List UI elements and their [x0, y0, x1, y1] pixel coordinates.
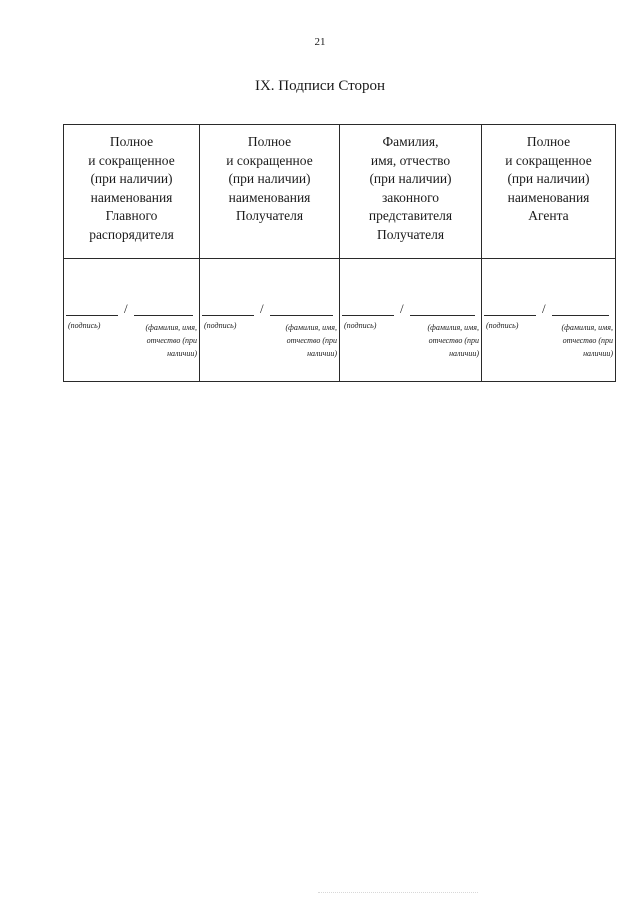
signature-line-group	[66, 303, 197, 317]
name-caption-line: (фамилия, имя,	[285, 323, 337, 332]
faint-footer-mark	[318, 892, 478, 897]
name-caption	[128, 321, 197, 360]
slash-separator: /	[542, 301, 546, 316]
signature-blank	[342, 315, 394, 316]
signature-blank	[484, 315, 536, 316]
header-line: (при наличии)	[90, 171, 173, 186]
name-caption	[546, 321, 613, 360]
signature-line-group	[342, 303, 479, 317]
name-blank	[410, 315, 475, 316]
name-caption-line: наличии)	[449, 349, 479, 358]
name-caption-line: (фамилия, имя,	[427, 323, 479, 332]
page-number: 21	[314, 36, 326, 48]
header-line: представителя	[368, 208, 453, 223]
header-line: наименования	[90, 189, 173, 205]
header-line: Получателя	[376, 226, 445, 242]
header-line: Получателя	[235, 208, 304, 223]
signature-caption: (подпись)	[344, 321, 377, 330]
header-line: (при наличии)	[507, 171, 590, 186]
slash-separator: /	[260, 301, 264, 316]
name-caption-line: отчество (при	[286, 336, 337, 345]
header-line: Агента	[528, 208, 569, 223]
signature-caption: (подпись)	[486, 321, 519, 330]
header-cell-chief-administrator	[64, 125, 200, 259]
header-line: и сокращенное	[226, 152, 313, 168]
name-blank	[270, 315, 333, 316]
signature-blank	[66, 315, 118, 316]
header-line: имя, отчество	[370, 152, 451, 168]
name-blank	[134, 315, 193, 316]
name-caption	[264, 321, 337, 360]
header-line: наименования	[228, 189, 311, 205]
slash-separator: /	[400, 301, 404, 316]
name-caption-line: отчество (при	[428, 336, 479, 345]
header-line: законного	[381, 189, 440, 205]
name-caption-line: отчество (при	[562, 336, 613, 345]
header-line: Полное	[526, 134, 571, 149]
signature-blank	[202, 315, 254, 316]
name-caption-line: наличии)	[307, 349, 337, 358]
header-line: Полное	[247, 134, 292, 149]
header-line: (при наличии)	[228, 171, 311, 186]
signature-cell-recipient	[200, 259, 340, 382]
signature-line-group	[484, 303, 613, 317]
header-cell-recipient	[200, 125, 340, 259]
header-cell-legal-representative	[340, 125, 482, 259]
name-blank	[552, 315, 609, 316]
name-caption-line: (фамилия, имя,	[145, 323, 197, 332]
signature-caption: (подпись)	[204, 321, 237, 330]
name-caption-line: наличии)	[167, 349, 197, 358]
signatures-table	[63, 124, 616, 382]
header-line: (при наличии)	[369, 171, 452, 186]
header-cell-agent	[482, 125, 616, 259]
signature-cell-agent	[482, 259, 616, 382]
header-line: распорядителя	[89, 226, 174, 242]
header-line: Главного	[105, 208, 158, 223]
signature-cell-legal-representative	[340, 259, 482, 382]
signature-caption: (подпись)	[68, 321, 101, 330]
header-line: и сокращенное	[88, 152, 175, 168]
header-row	[64, 125, 616, 259]
header-line: Фамилия,	[382, 134, 439, 149]
header-line: наименования	[507, 189, 590, 205]
name-caption-line: наличии)	[583, 349, 613, 358]
name-caption	[404, 321, 479, 360]
name-caption-line: (фамилия, имя,	[561, 323, 613, 332]
slash-separator: /	[124, 301, 128, 316]
signature-row	[64, 259, 616, 382]
name-caption-line: отчество (при	[146, 336, 197, 345]
section-title: IX. Подписи Сторон	[254, 78, 386, 94]
header-line: Полное	[109, 134, 154, 149]
header-line: и сокращенное	[505, 152, 592, 168]
signature-cell-chief-administrator	[64, 259, 200, 382]
signature-line-group	[202, 303, 337, 317]
